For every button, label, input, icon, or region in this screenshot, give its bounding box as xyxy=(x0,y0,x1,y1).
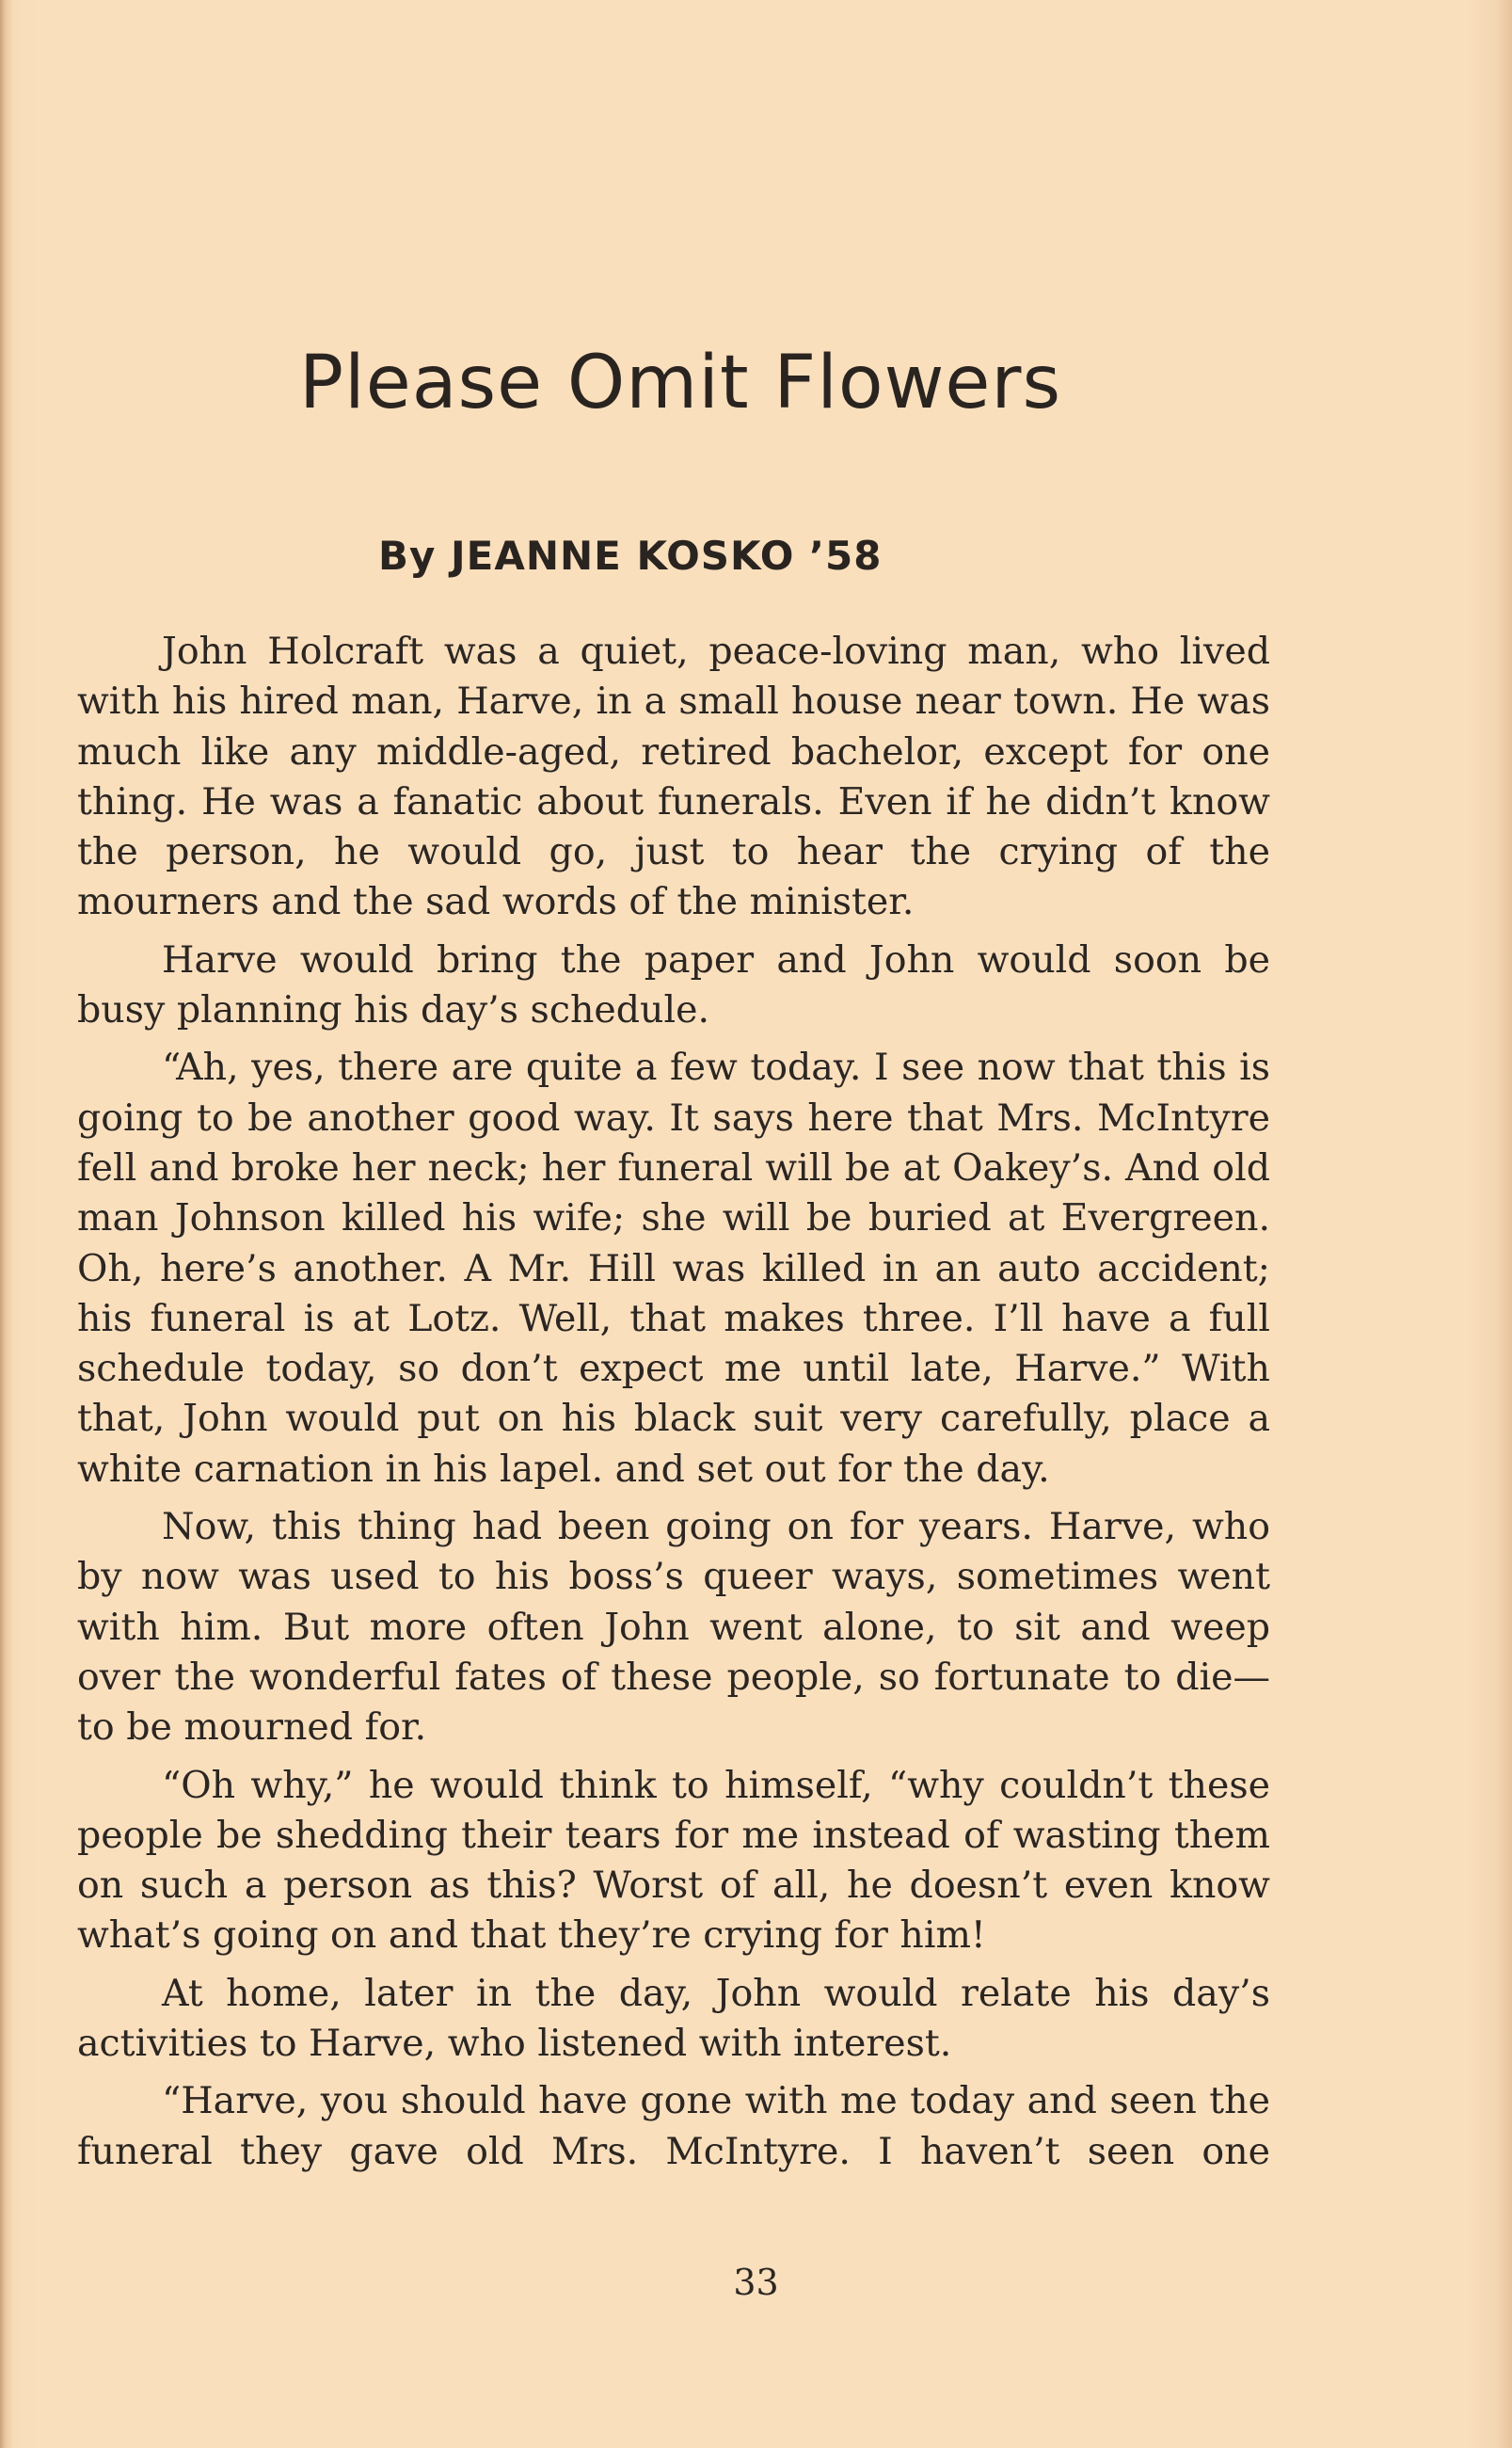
paragraph-2: Harve would bring the paper and John would soon be busy planning his day’s schedule. xyxy=(77,937,1270,1032)
paragraph-7: “Harve, you should have gone with me today and seen the funeral they gave old Mrs. McIntyre. I haven’t seen one xyxy=(77,2079,1270,2173)
paragraph-3: “Ah, yes, there are quite a few today. I see now that this is going to be another good way. It says here that Mrs. McIntyre fell and broke her neck; her funeral will be at Oakey’s. And old man Johnson killed his wife; she will be buried at Evergreen. Oh, here’s another. A Mr. Hill was killed in an auto accident; his funeral is at Lotz. Well, that makes three. I’ll have a full schedule today, so don’t expect me until late, Harve.” With that, John would put on his black suit very carefully, place a white carnation in his lapel. and set out for the day. xyxy=(77,1046,1270,1491)
paragraph-4: Now, this thing had been going on for years. Harve, who by now was used to his boss’s queer ways, sometimes went with him. But more often John went alone, to sit and weep over the wonderful fates of these people, so fortunate to die—to be mourned for. xyxy=(77,1505,1270,1750)
byline: By JEANNE KOSKO ’58 xyxy=(378,533,883,579)
story-body xyxy=(77,627,1270,2177)
paragraph-6: At home, later in the day, John would relate his day’s activities to Harve, who listened with interest. xyxy=(77,1971,1270,2066)
page-number: 33 xyxy=(733,2262,779,2303)
paragraph-1: John Holcraft was a quiet, peace-loving man, who lived with his hired man, Harve, in a small house near town. He was much like any middle-aged, retired bachelor, except for one thing. He was a fanatic about funerals. Even if he didn’t know the person, he would go, just to hear the crying of the mourners and the sad words of the minister. xyxy=(77,630,1270,924)
paragraph-5: “Oh why,” he would think to himself, “why couldn’t these people be shedding their tears for me instead of wasting them on such a person as this? Worst of all, he doesn’t even know what’s going on and that they’re crying for him! xyxy=(77,1763,1270,1958)
story-title: Please Omit Flowers xyxy=(299,341,1062,425)
